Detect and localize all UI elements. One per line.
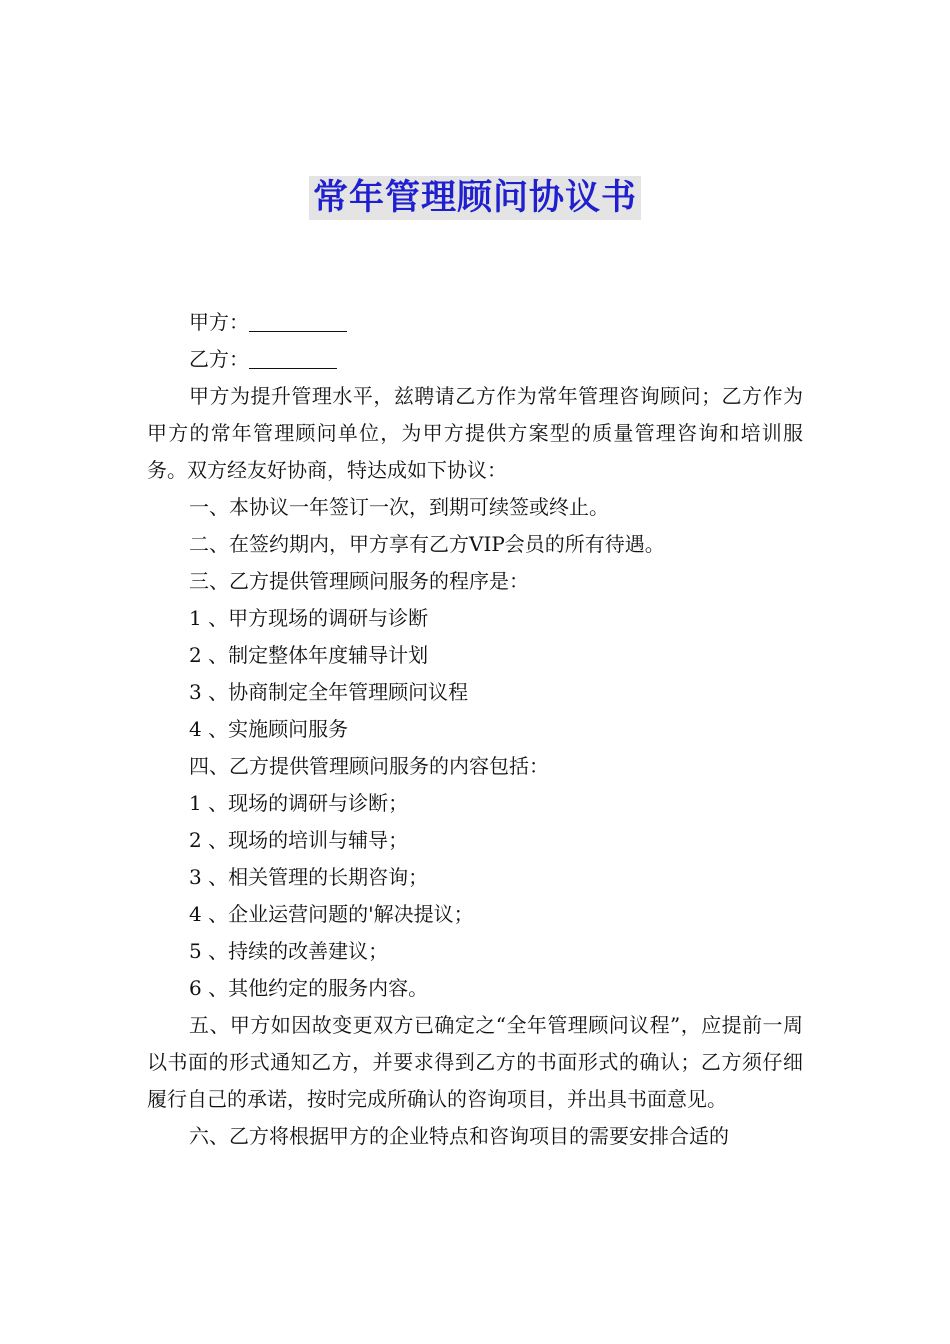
clause-4-item-2: 2 、现场的培训与辅导； [189, 828, 409, 852]
clause-5: 五、甲方如因故变更双方已确定之“全年管理顾问议程”，应提前一周以书面的形式通知乙方，并要求得到乙方的书面形式的确认；乙方须仔细履行自己的承诺，按时完成所确认的咨询项目，并出具书面意见。 [147, 1013, 803, 1111]
party-b-label: 乙方： [189, 347, 249, 371]
clause-3-item-3: 3 、协商制定全年管理顾问议程 [189, 680, 469, 704]
clause-4: 四、乙方提供管理顾问服务的内容包括： [189, 754, 549, 778]
party-a-blank [249, 307, 347, 332]
clause-3-item-2: 2 、制定整体年度辅导计划 [189, 643, 429, 667]
clause-4-item-6: 6 、其他约定的服务内容。 [189, 976, 429, 1000]
clause-4-item-3: 3 、相关管理的长期咨询； [189, 865, 429, 889]
title-wrap [0, 176, 950, 220]
clause-3-item-4: 4 、实施顾问服务 [189, 717, 349, 741]
clause-1: 一、本协议一年签订一次，到期可续签或终止。 [189, 495, 609, 519]
clause-4-item-1: 1 、现场的调研与诊断； [189, 791, 409, 815]
clause-4-item-4: 4 、企业运营问题的'解决提议； [189, 902, 474, 926]
party-a-label: 甲方： [189, 310, 249, 334]
clause-4-item-5: 5 、持续的改善建议； [189, 939, 389, 963]
clause-3: 三、乙方提供管理顾问服务的程序是： [189, 569, 529, 593]
clause-2: 二、在签约期内，甲方享有乙方VIP会员的所有待遇。 [189, 532, 665, 556]
clause-3-item-1: 1 、甲方现场的调研与诊断 [189, 606, 429, 630]
party-b-blank [249, 344, 337, 369]
document-body [147, 304, 803, 1155]
paragraph-intro: 甲方为提升管理水平，兹聘请乙方作为常年管理咨询顾问；乙方作为甲方的常年管理顾问单位，为甲方提供方案型的质量管理咨询和培训服务。双方经友好协商，特达成如下协议： [147, 384, 803, 482]
document-title: 常年管理顾问协议书 [309, 176, 641, 220]
party-b-line [147, 341, 803, 378]
party-a-line [147, 304, 803, 341]
clause-6: 六、乙方将根据甲方的企业特点和咨询项目的需要安排合适的 [189, 1124, 729, 1148]
